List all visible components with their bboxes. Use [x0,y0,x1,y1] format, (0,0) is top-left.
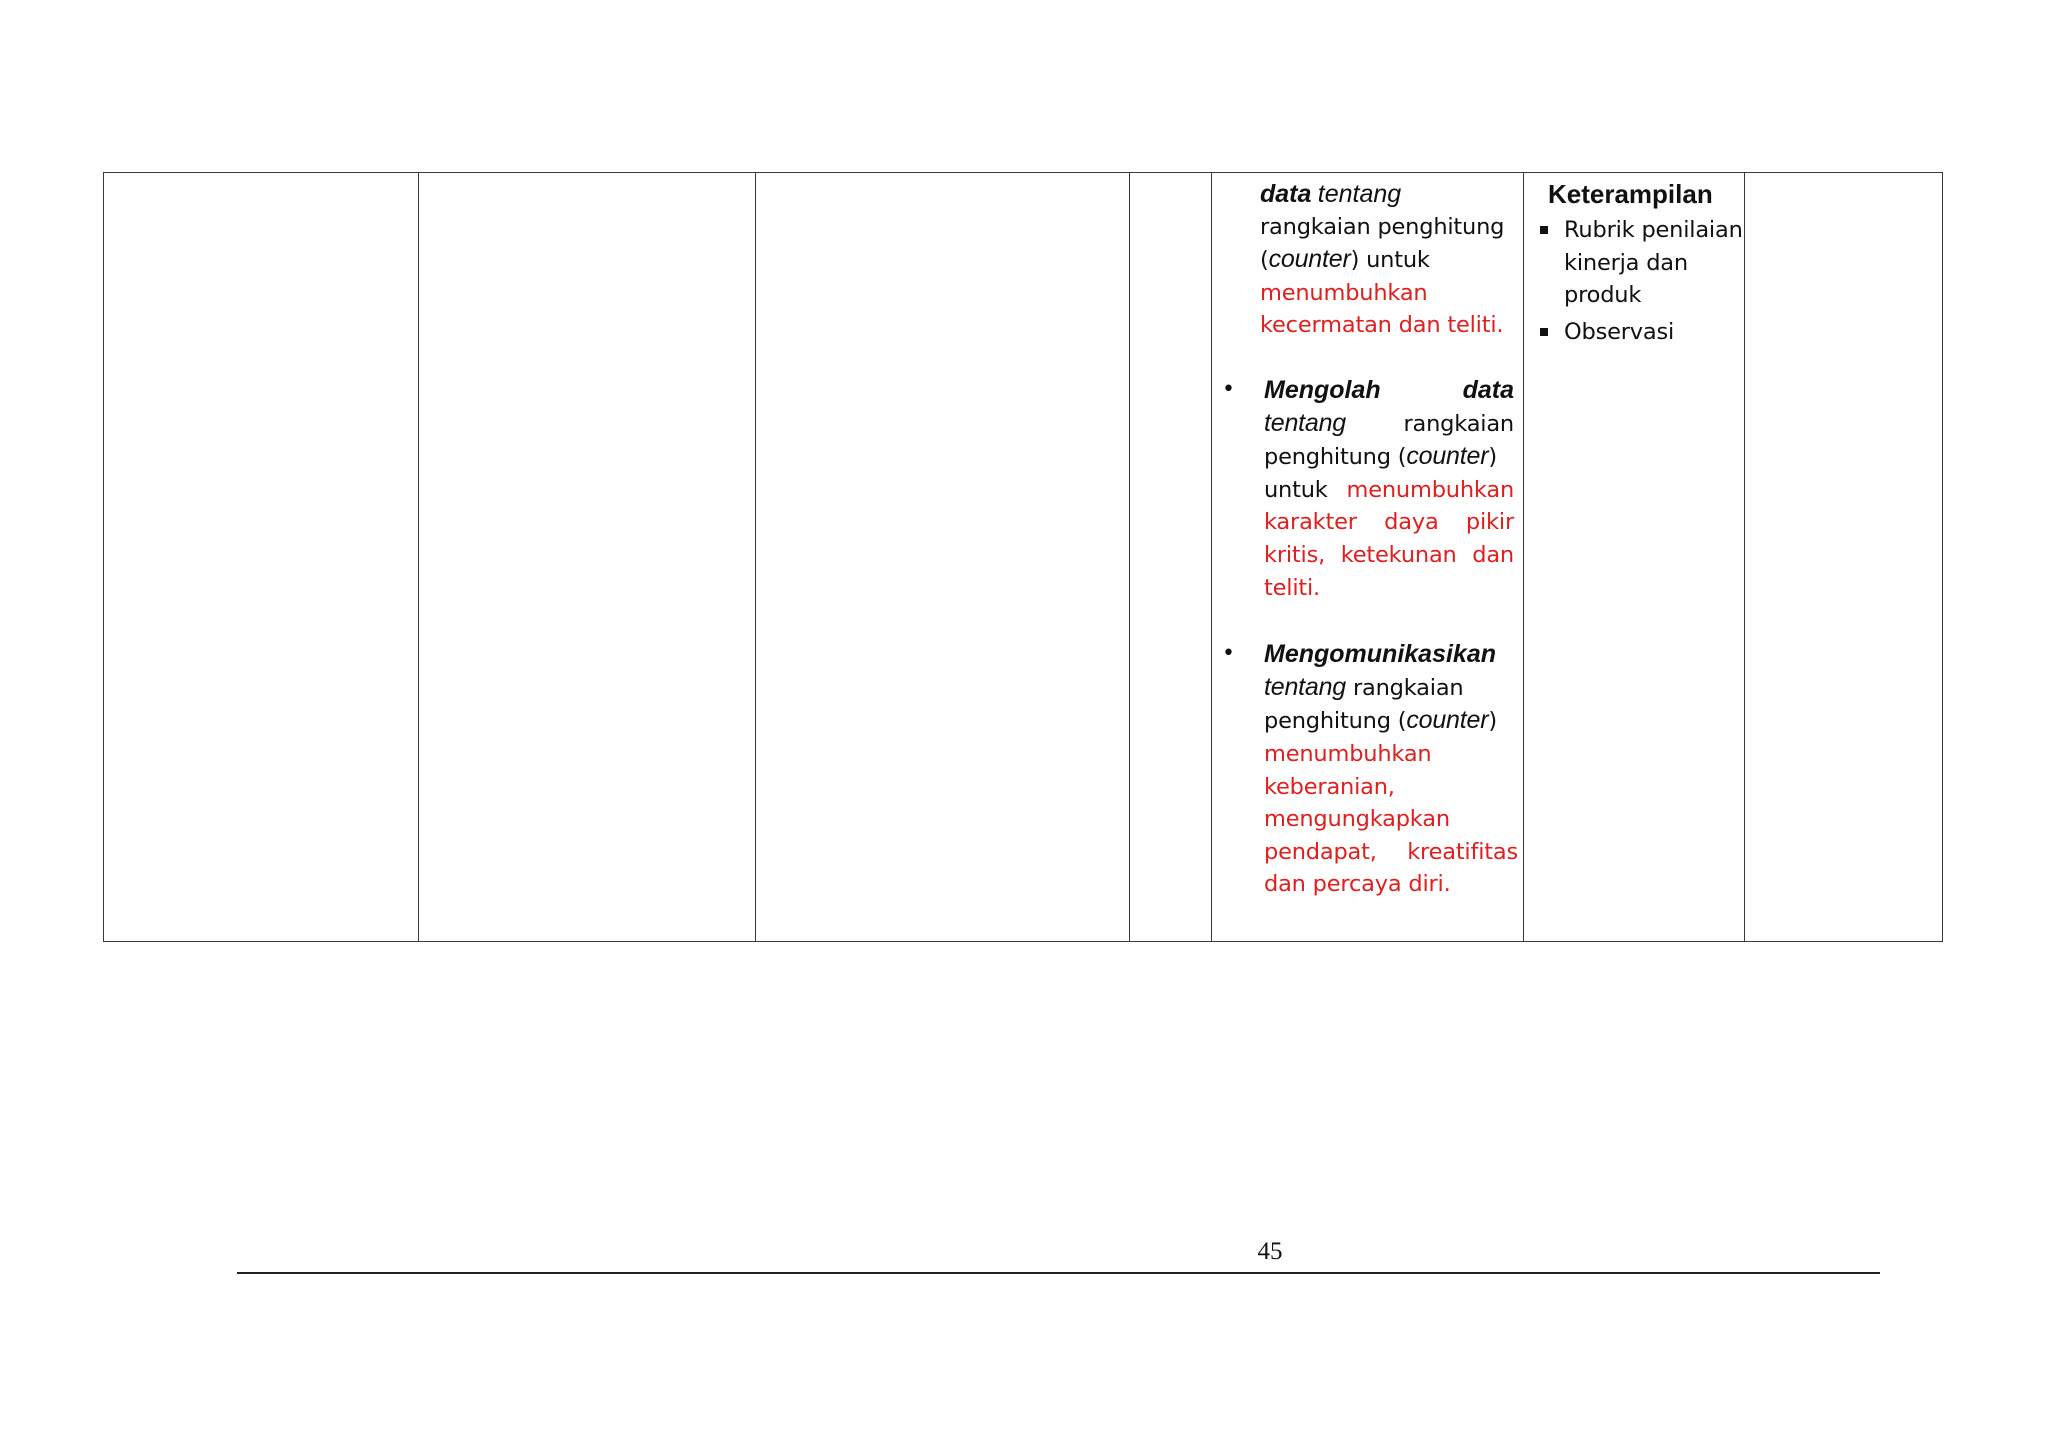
activity-keyword-italic: tentang [1317,180,1402,208]
character-goal-text: keberanian, [1264,773,1395,800]
column-divider [418,172,419,942]
character-goal-text: menumbuhkan [1264,740,1432,767]
activity-keyword: data [1260,180,1312,208]
character-goal-text: menumbuhkan [1346,476,1514,503]
page-number: 45 [1257,1238,1283,1265]
character-goal-text: pendapat, kreatifitas [1264,838,1518,865]
activity-term: counter [1406,706,1489,735]
character-goal-text: menumbuhkan [1260,279,1428,306]
activity-text: rangkaian [1403,410,1514,437]
square-bullet-icon [1540,226,1548,234]
column-divider [755,172,756,942]
bullet-dot: • [1222,641,1235,667]
square-bullet-icon [1540,328,1548,336]
activity-text: ) untuk [1350,247,1430,274]
activity-text: rangkaian [1352,674,1464,701]
column-divider [1523,172,1524,942]
activity-text: ) [1488,708,1497,735]
character-goal-text: dan percaya diri. [1264,871,1451,898]
footer-rule [237,1272,1880,1274]
activity-title: data [1462,375,1514,404]
activity-title: Mengomunikasikan [1264,640,1496,669]
assessment-list [1536,214,1746,348]
activity-keyword-italic: tentang [1264,408,1347,437]
character-goal-text: mengungkapkan [1264,806,1450,833]
activity-text: rangkaian penghitung [1260,213,1505,240]
activity-text: penghitung ( [1264,444,1407,471]
assessment-heading: Keterampilan [1548,179,1713,209]
activity-text: untuk [1264,476,1328,503]
activity-term: counter [1406,442,1489,471]
activity-item-mengolah [1212,374,1514,604]
list-item [1536,214,1746,312]
activity-item-mengomunikasikan [1212,638,1518,901]
list-item [1536,316,1746,349]
activity-keyword-italic: tentang [1264,672,1347,701]
activity-text: penghitung ( [1264,708,1407,735]
learning-activities-cell [1212,178,1518,901]
assessment-cell [1536,178,1746,352]
activity-term: counter [1268,245,1351,274]
character-goal-text: kecermatan dan teliti. [1260,312,1504,339]
column-divider [1129,172,1130,942]
activity-title: Mengolah [1264,375,1381,404]
activity-block-continued [1212,178,1514,342]
character-goal-text: kritis, ketekunan dan [1264,541,1514,568]
assessment-item-text: Rubrik penilaian kinerja dan produk [1564,217,1743,309]
assessment-item-text: Observasi [1564,318,1675,345]
activity-text: ) [1488,444,1497,471]
bullet-dot: • [1222,376,1235,402]
character-goal-text: karakter daya pikir [1264,509,1514,536]
paren-open: ( [1260,247,1269,274]
character-goal-text: teliti. [1264,574,1320,601]
